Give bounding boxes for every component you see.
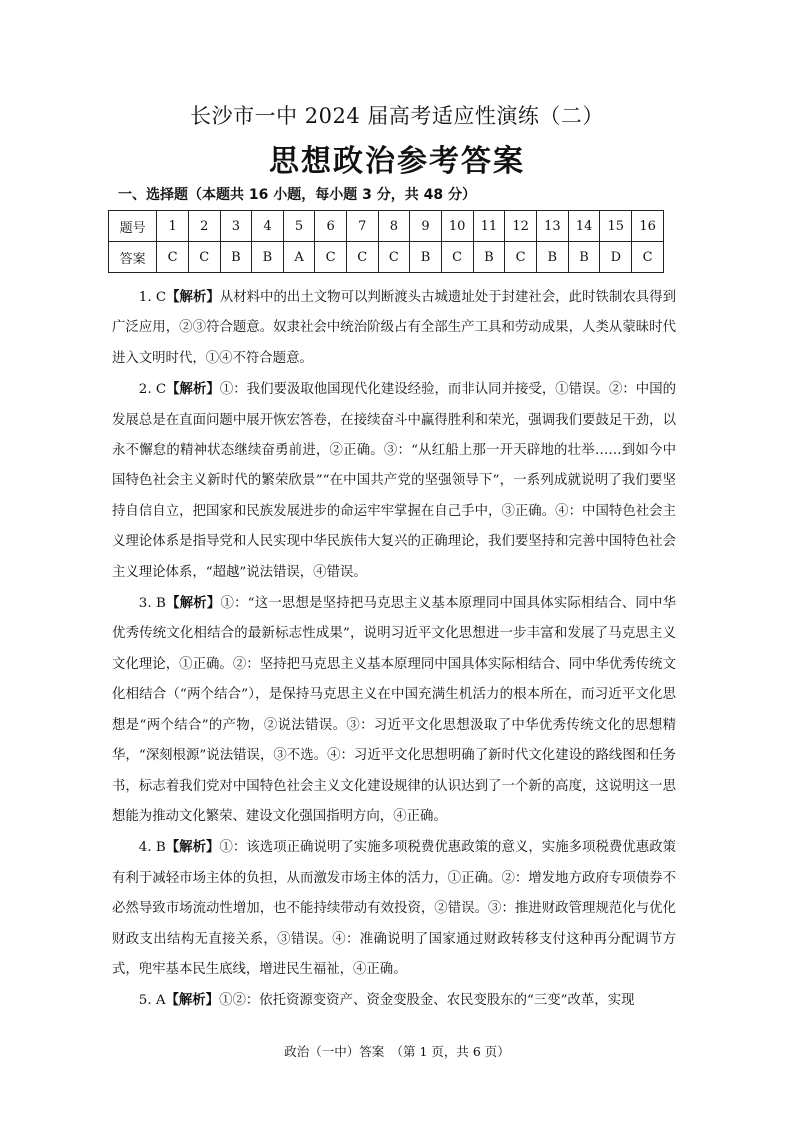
- question-answer: 4. B: [138, 840, 166, 856]
- answer-cell: D: [600, 242, 632, 273]
- page-footer: 政治（一中）答案 （第 1 页，共 6 页）: [284, 1044, 510, 1059]
- explanation-text: ①：该选项正确说明了实施多项税费优惠政策的意义，实施多项税费优惠政策有利于减轻市场主体的负担，从而激发市场主体的活力，①正确。②：增发地方政府专项债券不必然导致市场流动性增加，也不能持续带动有效投资，②错误。③：推进财政管理规范化与优化财政支出结构无直接关系，③错误。④：准确说明了国家通过财政转移支付这种再分配调节方式，兜牢基本民生底线，增进民生福祉，④正确。: [112, 840, 677, 977]
- explanations-body: [112, 282, 676, 1017]
- answer-cell: C: [378, 242, 410, 273]
- row-label-number: 题号: [109, 211, 157, 242]
- question-number: 8: [378, 211, 410, 242]
- answer-cell: B: [568, 242, 600, 273]
- question-number: 6: [315, 211, 347, 242]
- explanation-text: ①②：依托资源变资产、资金变股金、农民变股东的“三变”改革，实现: [219, 993, 635, 1009]
- answer-cell: C: [157, 242, 189, 273]
- explanation-paragraph: [112, 832, 676, 985]
- answer-cell: C: [505, 242, 537, 273]
- explanation-text: ①：我们要汲取他国现代化建设经验，而非认同并接受，①错误。②：中国的发展总是在直面问题中展开恢宏答卷，在接续奋斗中赢得胜利和荣光，强调我们要鼓足干劲，以永不懈怠的精神状态继续奋勇前进，②正确。③：“从红船上那一开天辟地的壮举……到如今中国特色社会主义新时代的繁荣欣景”“在中国共产党的坚强领导下”，一系列成就说明了我们要坚持自信自立，把国家和民族发展进步的命运牢牢掌握在自己手中，③正确。④：中国特色社会主义理论体系是指导党和人民实现中华民族伟大复兴的正确理论，我们要坚持和完善中国特色社会主义理论体系，“超越”说法错误，④错误。: [112, 382, 677, 580]
- answer-cell: A: [283, 242, 315, 273]
- question-number-row: [109, 211, 664, 242]
- document-title: 长沙市一中 2024 届高考适应性演练（二）: [190, 104, 604, 128]
- question-number: 3: [220, 211, 252, 242]
- answer-table: [108, 210, 664, 273]
- answer-cell: B: [252, 242, 284, 273]
- explanation-paragraph: [112, 985, 676, 1016]
- question-answer: 5. A: [138, 993, 166, 1009]
- question-answer: 3. B: [138, 596, 166, 612]
- question-number: 7: [346, 211, 378, 242]
- document-subtitle: 思想政治参考答案: [269, 144, 525, 179]
- answer-cell: C: [632, 242, 664, 273]
- explanation-text: ①：“这一思想是坚持把马克思主义基本原理同中国具体实际相结合、同中华优秀传统文化相结合的最新标志性成果”，说明习近平文化思想进一步丰富和发展了马克思主义文化理论，①正确。②：坚持把马克思主义基本原理同中国具体实际相结合、同中华优秀传统文化相结合（“两个结合”），是保持马克思主义在中国充满生机活力的根本所在，而习近平文化思想是“两个结合”的产物，②说法错误。③：习近平文化思想汲取了中华优秀传统文化的思想精华，“深刻根源”说法错误，③不选。④：习近平文化思想明确了新时代文化建设的路线图和任务书，标志着我们党对中国特色社会主义文化建设规律的认识达到了一个新的高度，这说明这一思想能为推动文化繁荣、建设文化强国指明方向，④正确。: [112, 596, 677, 824]
- answer-cell: B: [220, 242, 252, 273]
- answer-row: [109, 242, 664, 273]
- row-label-answer: 答案: [109, 242, 157, 273]
- question-number: 16: [632, 211, 664, 242]
- question-number: 5: [283, 211, 315, 242]
- explanation-paragraph: [112, 282, 676, 374]
- question-number: 13: [536, 211, 568, 242]
- section-heading: 一、选择题（本题共 16 小题，每小题 3 分，共 48 分）: [118, 187, 476, 203]
- answer-cell: C: [441, 242, 473, 273]
- analysis-tag: 【解析】: [165, 595, 221, 612]
- question-number: 11: [473, 211, 505, 242]
- question-number: 14: [568, 211, 600, 242]
- question-number: 1: [157, 211, 189, 242]
- analysis-tag: 【解析】: [165, 992, 220, 1009]
- question-number: 10: [441, 211, 473, 242]
- question-answer: 2. C: [138, 382, 167, 398]
- explanation-paragraph: [112, 588, 676, 832]
- question-number: 15: [600, 211, 632, 242]
- question-number: 9: [410, 211, 442, 242]
- question-number: 12: [505, 211, 537, 242]
- question-answer: 1. C: [138, 290, 167, 305]
- explanation-text: 从材料中的出土文物可以判断渡头古城遗址处于封建社会，此时铁制农具得到广泛应用，②③符合题意。奴隶社会中统治阶级占有全部生产工具和劳动成果，人类从蒙昧时代进入文明时代，①④不符合题意。: [112, 290, 677, 366]
- answer-cell: C: [315, 242, 347, 273]
- analysis-tag: 【解析】: [165, 839, 220, 856]
- question-number: 4: [252, 211, 284, 242]
- answer-cell: B: [410, 242, 442, 273]
- answer-cell: C: [346, 242, 378, 273]
- answer-cell: B: [536, 242, 568, 273]
- analysis-tag: 【解析】: [166, 381, 220, 398]
- answer-cell: C: [188, 242, 220, 273]
- explanation-paragraph: [112, 374, 676, 588]
- answer-cell: B: [473, 242, 505, 273]
- analysis-tag: 【解析】: [166, 289, 220, 305]
- question-number: 2: [188, 211, 220, 242]
